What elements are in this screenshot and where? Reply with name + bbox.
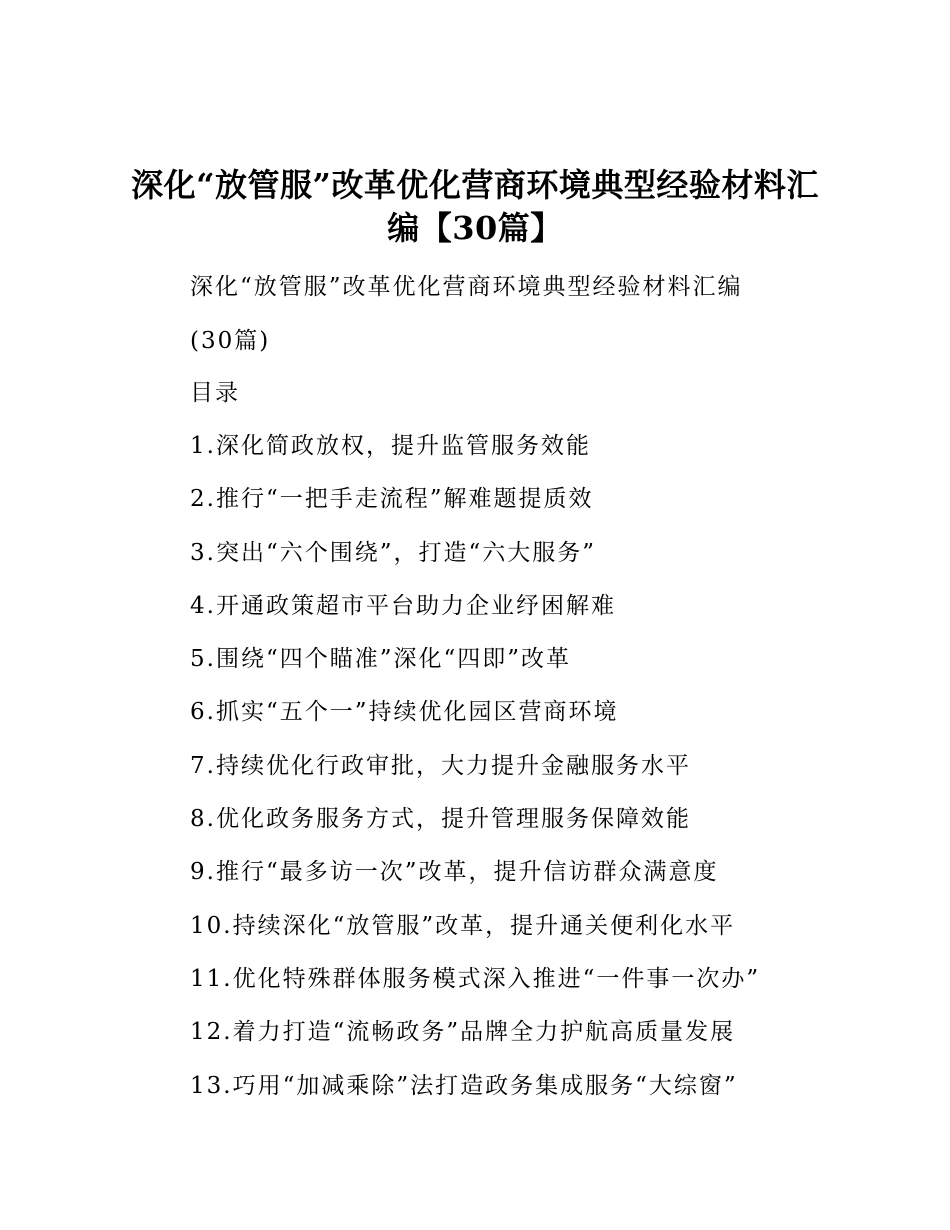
toc-item: 7.持续优化行政审批，大力提升金融服务水平 (190, 752, 691, 779)
toc-item: 11.优化特殊群体服务模式深入推进“一件事一次办” (190, 965, 761, 992)
toc-item: 3.突出“六个围绕”，打造“六大服务” (190, 539, 596, 566)
toc-item: 4.开通政策超市平台助力企业纾困解难 (190, 592, 616, 619)
toc-item: 2.推行“一把手走流程”解难题提质效 (190, 486, 594, 513)
toc-heading: 目录 (190, 380, 240, 406)
toc-item: 9.推行“最多访一次”改革，提升信访群众满意度 (190, 859, 719, 886)
toc-item: 8.优化政务服务方式，提升管理服务保障效能 (190, 806, 691, 833)
toc-item: 13.巧用“加减乘除”法打造政务集成服务“大综窗” (190, 1072, 738, 1099)
toc-item: 5.围绕“四个瞄准”深化“四即”改革 (190, 646, 571, 673)
table-of-contents (190, 431, 830, 1124)
subtitle-line-1: 深化“放管服”改革优化营商环境典型经验材料汇编 (190, 274, 743, 300)
toc-item: 10.持续深化“放管服”改革，提升通关便利化水平 (190, 912, 736, 939)
document-title: 深化“放管服”改革优化营商环境典型经验材料汇编【30篇】 (131, 166, 819, 247)
toc-item: 12.着力打造“流畅政务”品牌全力护航高质量发展 (190, 1019, 736, 1046)
toc-item: 1.深化简政放权，提升监管服务效能 (190, 433, 591, 459)
toc-item: 6.抓实“五个一”持续优化园区营商环境 (190, 699, 619, 726)
subtitle-line-2: (30篇) (190, 328, 271, 354)
